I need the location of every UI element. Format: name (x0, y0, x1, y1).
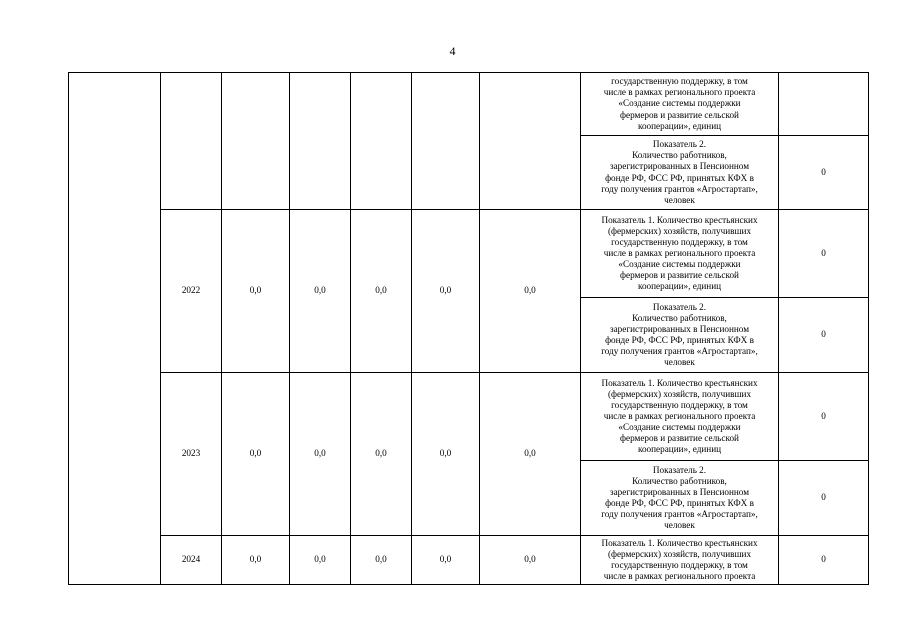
indicator-1-value: 0 (779, 210, 869, 298)
amount-cell: 0,0 (412, 536, 480, 585)
table-row-2022-a (69, 210, 869, 298)
amount-cell: 0,0 (222, 536, 290, 585)
indicator-2-value: 0 (779, 461, 869, 536)
amount-cell-empty (351, 73, 412, 210)
amount-cell: 0,0 (480, 373, 581, 536)
amount-cell: 0,0 (290, 536, 351, 585)
amount-cell: 0,0 (412, 373, 480, 536)
amount-cell: 0,0 (222, 373, 290, 536)
indicator-2-text: Показатель 2. Количество работников, зарегистрированных в Пенсионном фонде РФ, ФСС РФ, принятых КФХ в году получения грантов «Агростартап», человек (581, 298, 779, 373)
program-cell (69, 73, 161, 585)
amount-cell: 0,0 (351, 373, 412, 536)
page-number: 4 (449, 44, 456, 58)
indicator-1-text: Показатель 1. Количество крестьянских (фермерских) хозяйств, получивших государственную поддержку, в том числе в рамках регионального проекта (581, 536, 779, 585)
indicator-2-value: 0 (779, 298, 869, 373)
amount-cell-empty (290, 73, 351, 210)
amount-cell: 0,0 (351, 536, 412, 585)
amount-cell-empty (222, 73, 290, 210)
year-cell: 2022 (161, 210, 222, 373)
indicator-1-text: государственную поддержку, в том числе в рамках регионального проекта «Создание системы поддержки фермеров и развитие сельской кооперации», единиц (581, 73, 779, 136)
amount-cell: 0,0 (480, 536, 581, 585)
year-cell: 2024 (161, 536, 222, 585)
amount-cell: 0,0 (290, 210, 351, 373)
table-row-2023-a (69, 373, 869, 461)
amount-cell: 0,0 (290, 373, 351, 536)
indicator-1-value (779, 73, 869, 136)
indicator-1-value: 0 (779, 373, 869, 461)
amount-cell-empty (480, 73, 581, 210)
table-row-2024 (69, 536, 869, 585)
amount-cell: 0,0 (222, 210, 290, 373)
amount-cell-empty (412, 73, 480, 210)
indicator-1-value: 0 (779, 536, 869, 585)
amount-cell: 0,0 (480, 210, 581, 373)
year-cell: 2023 (161, 373, 222, 536)
indicator-2-text: Показатель 2. Количество работников, зарегистрированных в Пенсионном фонде РФ, ФСС РФ, принятых КФХ в году получения грантов «Агростартап», человек (581, 136, 779, 210)
year-cell-empty (161, 73, 222, 210)
indicator-2-value: 0 (779, 136, 869, 210)
funding-table (68, 72, 869, 585)
indicator-1-text: Показатель 1. Количество крестьянских (фермерских) хозяйств, получивших государственную поддержку, в том числе в рамках регионального проекта «Создание системы поддержки фермеров и развитие сельской кооперации», единиц (581, 373, 779, 461)
amount-cell: 0,0 (351, 210, 412, 373)
indicator-1-text: Показатель 1. Количество крестьянских (фермерских) хозяйств, получивших государственную поддержку, в том числе в рамках регионального проекта «Создание системы поддержки фермеров и развитие сельской кооперации», единиц (581, 210, 779, 298)
indicator-2-text: Показатель 2. Количество работников, зарегистрированных в Пенсионном фонде РФ, ФСС РФ, принятых КФХ в году получения грантов «Агростартап», человек (581, 461, 779, 536)
table-row-continuation-1 (69, 73, 869, 136)
amount-cell: 0,0 (412, 210, 480, 373)
